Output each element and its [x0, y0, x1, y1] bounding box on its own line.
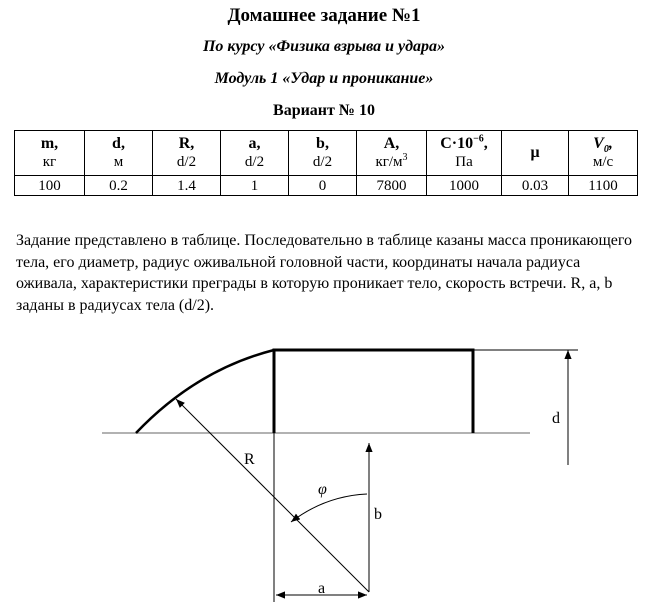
unit-density-base: кг/м: [375, 154, 403, 170]
value-a: 1: [221, 176, 289, 196]
unit-r: d/2: [176, 154, 197, 170]
symbol-strength-base: C·10: [440, 135, 474, 152]
header-cell-a: [221, 131, 289, 176]
header-cell-density: [357, 131, 427, 176]
symbol-r: R,: [178, 135, 195, 152]
header-cell-r: [153, 131, 221, 176]
table-header-row: [15, 131, 638, 176]
a-label: a: [318, 580, 326, 597]
symbol-v0-sub: 0: [603, 144, 609, 156]
header-cell-m: [15, 131, 85, 176]
symbol-strength-exp: −6: [473, 133, 484, 145]
value-m: 100: [15, 176, 85, 196]
symbol-strength: [427, 135, 501, 153]
value-b: 0: [289, 176, 357, 196]
unit-m: кг: [42, 154, 57, 170]
unit-b: d/2: [312, 154, 333, 170]
symbol-m: m,: [40, 135, 59, 152]
symbol-density: A,: [383, 135, 400, 152]
header-cell-strength: [427, 131, 502, 176]
symbol-a: a,: [248, 135, 261, 152]
unit-v0: м/с: [592, 154, 614, 170]
phi-angle-arc: [291, 494, 367, 522]
unit-density-exp: 3: [402, 152, 408, 163]
parameters-table: [14, 130, 638, 196]
header-cell-b: [289, 131, 357, 176]
value-v0: 1100: [569, 176, 638, 196]
symbol-mu: μ: [530, 144, 540, 161]
symbol-strength-tail: ,: [483, 135, 488, 152]
symbol-v0: [569, 135, 637, 156]
value-strength: 1000: [427, 176, 502, 196]
b-label: b: [374, 506, 382, 523]
table-row: [15, 176, 638, 196]
symbol-b: b,: [316, 135, 329, 152]
value-density: 7800: [357, 176, 427, 196]
assignment-title: Домашнее задание №1: [227, 5, 421, 26]
d-label: d: [552, 410, 560, 427]
value-mu: 0.03: [502, 176, 569, 196]
symbol-d: d,: [112, 135, 125, 152]
ogive-diagram: [0, 330, 648, 610]
ogive-arc: [136, 350, 274, 433]
value-r: 1.4: [153, 176, 221, 196]
r-label: R: [244, 451, 255, 468]
unit-a: d/2: [244, 154, 265, 170]
header-cell-d: [85, 131, 153, 176]
value-d: 0.2: [85, 176, 153, 196]
symbol-v0-tail: ,: [608, 135, 613, 152]
unit-d: м: [113, 154, 124, 170]
phi-label: φ: [318, 481, 327, 498]
header-cell-mu: [502, 131, 569, 176]
body-cylinder-outline: [274, 350, 473, 433]
unit-strength: Па: [455, 154, 473, 170]
unit-density: [357, 153, 426, 171]
symbol-v0-base: V: [593, 135, 604, 152]
module-title: Модуль 1 «Удар и проникание»: [214, 70, 434, 87]
course-title: По курсу «Физика взрыва и удара»: [202, 38, 446, 55]
header-cell-v0: [569, 131, 638, 176]
task-description: Задание представлено в таблице. Последовательно в таблице казаны масса проникающего тела, его диаметр, радиус оживальной головной части, координаты начала радиуса оживала, характеристики преграды в которую проникает тело, скорость встречи. R, a, b заданы в радиусах тела (d/2).: [16, 232, 633, 314]
variant-title: Вариант № 10: [273, 102, 375, 119]
